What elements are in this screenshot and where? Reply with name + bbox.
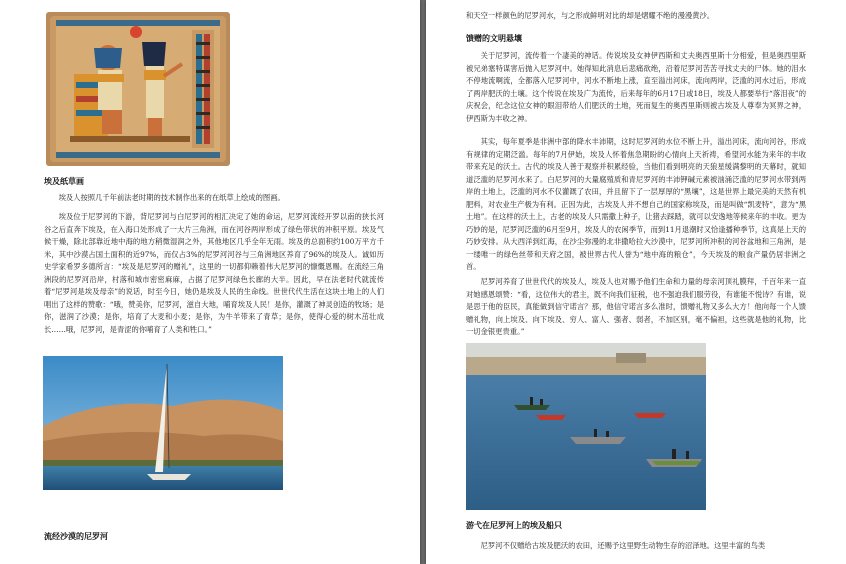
continued-top-line: 和天空一样颜色的尼罗河水，与之形成鲜明对比的却是熠耀不绝的漫漫黄沙。 — [466, 11, 715, 20]
nile-desert-photo — [43, 356, 283, 490]
papyrus-intro-text: 埃及人按照几千年前法老时期的技术制作出来的在纸草上绘成的图画。 — [58, 193, 285, 202]
section-heading: 馈赠的文明悬壤 — [466, 33, 522, 43]
boats-on-nile-illustration — [466, 343, 706, 510]
papyrus-caption: 埃及纸草画 — [44, 176, 84, 186]
nile-body-text: 埃及位于尼罗河的下游，背尼罗河与白尼罗河的相汇决定了她的命运，尼罗河流经开罗以南的狭长河谷之后直奔下埃及，在入海口处形成了一大片三角洲，而在河谷两岸形成了绿色带状的冲积平原。埃及气候干燥，除北部靠近地中海的地方稍微湿润之外，其他地区几乎全年无雨。埃及的总面积约100万平方千米，其中沙漠占国土面积的近97%，而仅占3%的尼罗河河谷与三角洲地区养育了96%的埃及人。诚如历史学家希罗多德所言：“埃及是尼罗河的赠礼”，这里的一切都仰赖着伟大尼罗河的慷慨恩赐。在流经三角洲段的尼罗河沿岸，村落和城市密密麻麻，占据了尼罗河绿色长廊的大半。因此，早在法老时代就流传着“尼罗河是埃及母亲”的说话，时至今日，她仍是埃及人民的生命线。世世代代生活在这块土地上的人们唱出了这样的赞歌：“哦，赞美你，尼罗河，滋自大地，哺育埃及人民！是你，灌溉了神灵创造的牧场；是你，滋润了沙漠；是你，培育了大麦和小麦；是你，为牛羊带来了青草；是你，使得心爱的树木茁壮成长……哦，尼罗河，是青涩的你哺育了人类和牲口。” — [44, 212, 384, 334]
nile-desert-caption: 流经沙漠的尼罗河 — [44, 531, 108, 541]
nile-boats-photo — [466, 343, 706, 510]
hymn-paragraph: 尼罗河养育了世世代代的埃及人，埃及人也对赐予他们生命和力量的母亲河顶礼膜拜，千百年来一直对她感恩颂赞：“看，这位伟大的君主，既不向我们征税，也不强迫我们服劳役，有谁能不悦诗？有谁，说是思于他的臣民，真能做到信守诺言？那，他信守诺言多么准时，馈赠礼物又多么大方！他向每一个人馈赠礼物，向上埃及、向下埃及、穷人、富人、强者、弱者，不加区别，毫不偏袒，这些就是他的礼物，比一切金银更贵重。” — [466, 277, 806, 336]
right-page — [426, 0, 846, 564]
felucca-sail-illustration — [43, 356, 283, 490]
left-page — [0, 0, 420, 564]
continued-bottom-line: 尼罗河不仅赠给古埃及肥沃的农田，还赐予这里野生动物生存的沼泽地。这里丰富的鸟类 — [480, 541, 766, 550]
flood-paragraph: 其实，每年夏季是非洲中部的降水丰沛期，这时尼罗河的水位不断上升，溢出河床，流向河谷，形成有规律的定期泛滥。每年的7月伊始，埃及人怀着焦急期盼的心情向上天祈祷，希望河水能为来年的丰收带来充足的沃土。古代的埃及人善于观察并积累经验，当他们看到明亮的天狼星缓满黎明的天幕时，就知道泛滥的尼罗河水来了。白尼罗河的大量腐殖质和青尼罗河的丰沛钾碱元素被汹涌泛滥的尼罗河水带到两岸的土地上，泛滥的河水不仅灌溉了农田，并且留下了一层厚厚的“黑壤”，这是世界上最完美的天然有机肥料，对农业生产极为有利。正因为此，古埃及人并不想自己的国家称埃及，而是叫做“凯麦特”，意为“黑土地”。在这样的沃土上，古老的埃及人只需撒上种子，让猪去踩踏，就可以安逸地等候来年的丰收。更为巧妙的是，尼罗河泛滥的6月至9月，埃及人的农闲季节，而到11月退潮时又恰逢播种季节，这真是上天的巧妙安排。从大西洋到红海，在沙尘弥漫的北非撒哈拉大沙漠中，尼罗河所冲积的河谷盆地和三角洲，是一缕唯一的绿色丝带和天府之国，被世界古代人誉为“地中海的粮仓”，今天埃及的粮食产量仍居非洲之首。 — [466, 137, 806, 271]
legend-paragraph: 关于尼罗河，流传着一个凄美的神话。传说埃及女神伊西斯和丈夫奥西里斯十分相爱，但是奥西里斯被兄弟塞特谋害后抛入尼罗河中。她得知此消息后悲痛欲绝，沿着尼罗河苦苦寻找丈夫的尸体。她的泪水不停地流啊流，全都落入尼罗河中，河水不断地上涨，直至溢出河床，流向两岸，泛滥的河水过后，形成了两岸肥沃的土壤。这个传说在埃及广为流传，后来每年的6月17日或18日，埃及人都要举行“落泪夜”的庆祝会，纪念这位女神的眼泪带给人们肥沃的土地，死而复生的奥西里斯则被古埃及人尊奉为冥界之神，伊西斯为丰收之神。 — [466, 51, 806, 123]
papyrus-painting-illustration — [46, 12, 230, 166]
papyrus-painting-image — [46, 12, 230, 166]
boats-caption: 游弋在尼罗河上的埃及船只 — [466, 520, 562, 530]
